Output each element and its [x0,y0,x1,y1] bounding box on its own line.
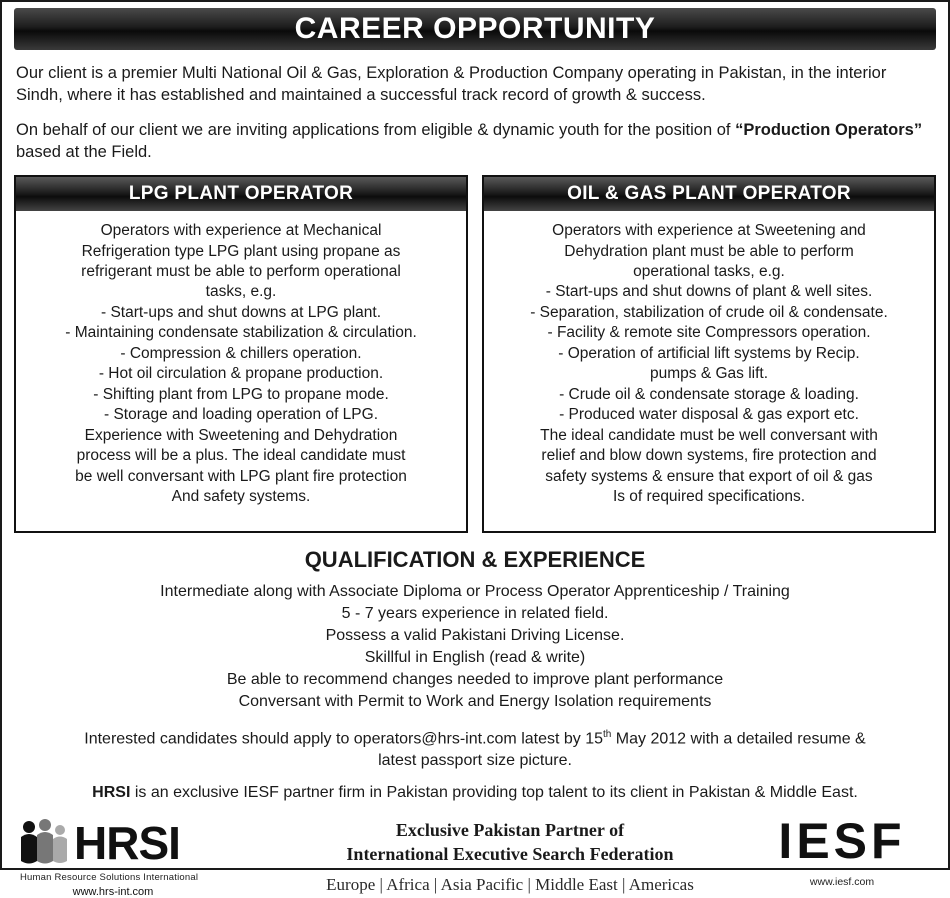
qualification-line: 5 - 7 years experience in related field. [341,605,609,623]
job-line: safety systems & ensure that export of oil & gas [545,467,873,485]
hrsi-tagline: Human Resource Solutions International [20,872,199,884]
job-line: relief and blow down systems, fire protection and [541,447,877,465]
job-column-lpg-header [16,177,466,211]
intro-paragraph-1: Our client is a premier Multi National Oil & Gas, Exploration & Production Company operating in Pakistan, in the interior Sindh, where it has established and maintained a successful track record of growth & success. [16,64,887,105]
intro-section [16,62,934,163]
apply-ordinal-suffix: th [603,728,612,740]
job-line: - Separation, stabilization of crude oil & condensate. [530,303,888,321]
partner-statement-block [268,816,752,895]
qualification-list [12,581,938,713]
job-line: process will be a plus. The ideal candidate must [76,447,406,465]
job-line: Dehydration plant must be able to perform [564,242,854,260]
job-line: Experience with Sweetening and Dehydration [84,426,398,444]
qualification-title: QUALIFICATION & EXPERIENCE [304,547,646,573]
position-title: “Production Operators” [735,120,923,139]
job-line: - Compression & chillers operation. [120,344,362,362]
apply-line2: latest passport size picture. [378,751,572,769]
intro-p2-part1: On behalf of our client we are inviting applications from eligible & dynamic youth for the position of [16,120,736,139]
qualification-line: Be able to recommend changes needed to improve plant performance [226,671,724,689]
iesf-logo-block [752,813,932,889]
hrsi-website-link[interactable]: www.hrs-int.com [72,886,154,898]
job-column-oilgas-header [484,177,934,211]
iesf-website-link[interactable]: www.iesf.com [809,876,875,889]
job-line: pumps & Gas lift. [649,365,768,383]
qualification-line: Conversant with Permit to Work and Energy Isolation requirements [238,693,712,711]
hrsi-wordmark: HRSI [74,817,180,870]
job-line: Operators with experience at Sweetening and [552,222,866,240]
job-line: And safety systems. [171,487,311,505]
partner-statement-line1: Exclusive Pakistan Partner of [395,820,625,841]
job-line: Is of required specifications. [612,487,806,505]
job-line: - Facility & remote site Compressors operation. [547,324,871,342]
job-line: operational tasks, e.g. [633,262,785,280]
qualification-line: Intermediate along with Associate Diploma or Process Operator Apprenticeship / Training [160,583,790,601]
people-group-icon [18,817,70,869]
hrsi-logo-row [18,816,268,870]
job-line: tasks, e.g. [205,283,277,301]
regions-list: Europe | Africa | Asia Pacific | Middle East | Americas [326,874,694,894]
job-line: - Crude oil & condensate storage & loading. [559,385,859,403]
job-line: - Hot oil circulation & propane production. [98,365,384,383]
iesf-wordmark: IESF [778,813,906,870]
job-line: - Operation of artificial lift systems by Recip. [558,344,860,362]
job-columns [14,175,936,533]
partner-note-text: is an exclusive IESF partner firm in Pakistan providing top talent to its client in Pakistan & Middle East. [130,784,858,802]
hrsi-logo-block [18,816,268,898]
partner-note [12,784,938,802]
job-line: - Produced water disposal & gas export etc. [559,406,859,424]
apply-line1-part2: May 2012 with a detailed resume & [611,729,866,747]
apply-instructions [12,728,938,772]
job-line: Operators with experience at Mechanical [100,222,382,240]
job-line: - Start-ups and shut downs of plant & well sites. [545,283,873,301]
job-line: The ideal candidate must be well conversant with [540,426,878,444]
intro-paragraph-2 [16,119,934,164]
job-line: be well conversant with LPG plant fire protection [75,467,407,485]
career-opportunity-banner [14,8,936,50]
qualification-line: Skillful in English (read & write) [364,649,586,667]
job-line: - Maintaining condensate stabilization & circulation. [65,324,417,342]
job-column-lpg [14,175,468,533]
job-line: refrigerant must be able to perform operational [81,262,401,280]
job-line: - Start-ups and shut downs at LPG plant. [100,303,381,321]
job-column-oilgas-body [484,211,934,531]
job-line: - Shifting plant from LPG to propane mode. [93,385,389,403]
job-column-oilgas-title: OIL & GAS PLANT OPERATOR [567,183,851,205]
partner-statement-line2: International Executive Search Federation [346,844,674,865]
footer [12,813,938,898]
partner-note-company: HRSI [92,784,131,802]
job-column-lpg-title: LPG PLANT OPERATOR [128,183,354,205]
qualification-line: Possess a valid Pakistani Driving License. [325,627,625,645]
job-line: - Storage and loading operation of LPG. [103,406,379,424]
intro-p2-part2: based at the Field. [16,142,152,161]
apply-line1-part1: Interested candidates should apply to operators@hrs-int.com latest by 15 [84,729,604,747]
job-line: Refrigeration type LPG plant using propane as [81,242,401,260]
job-column-lpg-body [16,211,466,531]
job-column-oilgas [482,175,936,533]
page-title: CAREER OPPORTUNITY [294,12,656,45]
